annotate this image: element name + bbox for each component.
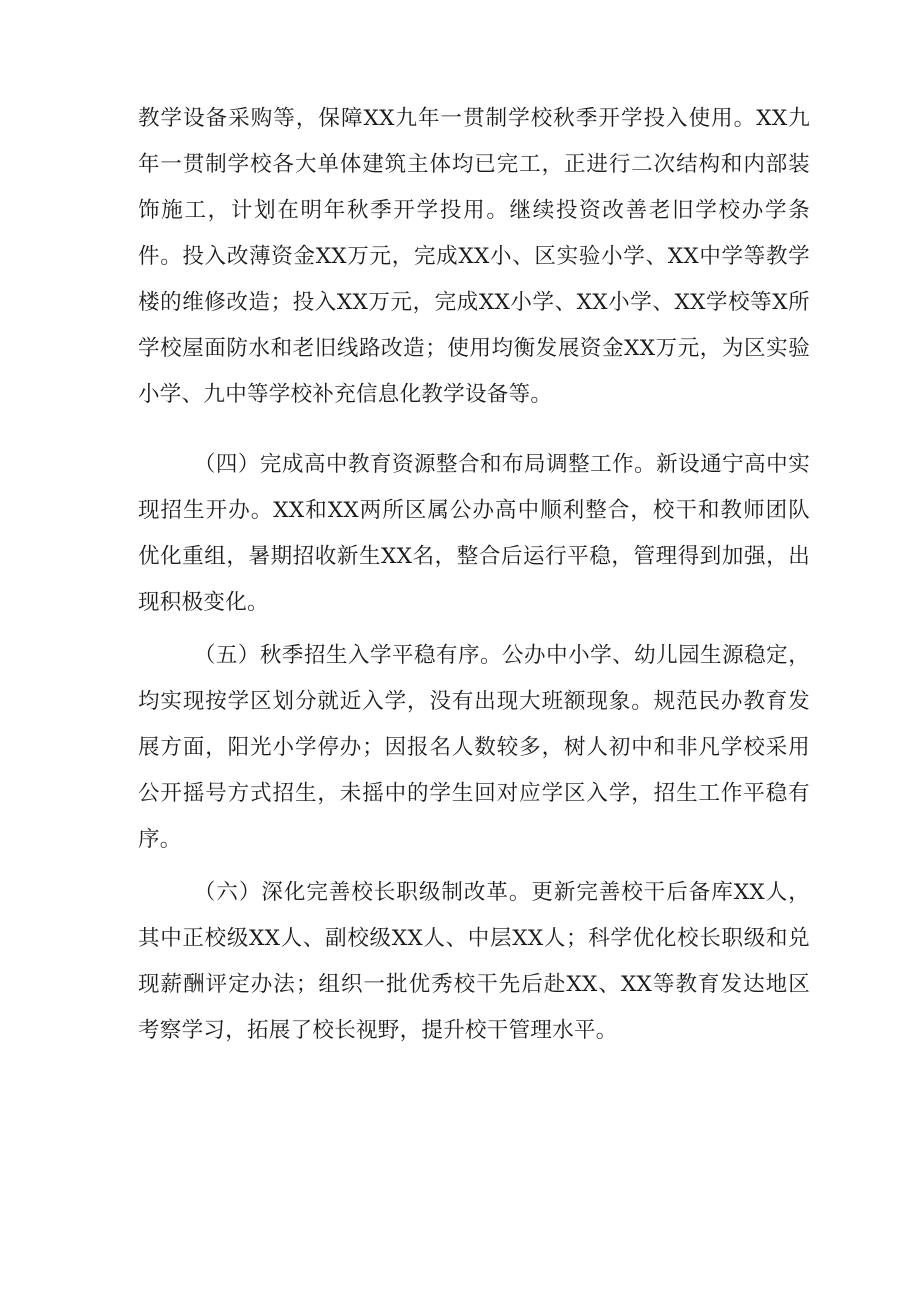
paragraph-section-5: （五）秋季招生入学平稳有序。公办中小学、幼儿园生源稳定，均实现按学区划分就近入学，没有出现大班额现象。规范民办教育发展方面，阳光小学停办；因报名人数较多，树人初中和非凡学校采用公开摇号方式招生，未摇中的学生回对应学区入学，招生工作平稳有序。 <box>138 643 810 852</box>
document-body <box>138 96 810 1054</box>
paragraph-section-6: （六）深化完善校长职级制改革。更新完善校干后备库XX人，其中正校级XX人、副校级XX人、中层XX人；科学优化校长职级和兑现薪酬评定办法；组织一批优秀校干先后赴XX、XX等教育发达地区考察学习，拓展了校长视野，提升校干管理水平。 <box>138 880 810 1043</box>
paragraph-section-4: （四）完成高中教育资源整合和布局调整工作。新设通宁高中实现招生开办。XX和XX两所区属公办高中顺利整合，校干和教师团队优化重组，暑期招收新生XX名，整合后运行平稳，管理得到加强，出现积极变化。 <box>138 452 810 615</box>
paragraph-continued: 教学设备采购等，保障XX九年一贯制学校秋季开学投入使用。XX九年一贯制学校各大单体建筑主体均已完工，正进行二次结构和内部装饰施工，计划在明年秋季开学投用。继续投资改善老旧学校办学条件。投入改薄资金XX万元，完成XX小、区实验小学、XX中学等教学楼的维修改造；投入XX万元，完成XX小学、XX小学、XX学校等X所学校屋面防水和老旧线路改造；使用均衡发展资金XX万元，为区实验小学、九中等学校补充信息化教学设备等。 <box>138 106 810 407</box>
